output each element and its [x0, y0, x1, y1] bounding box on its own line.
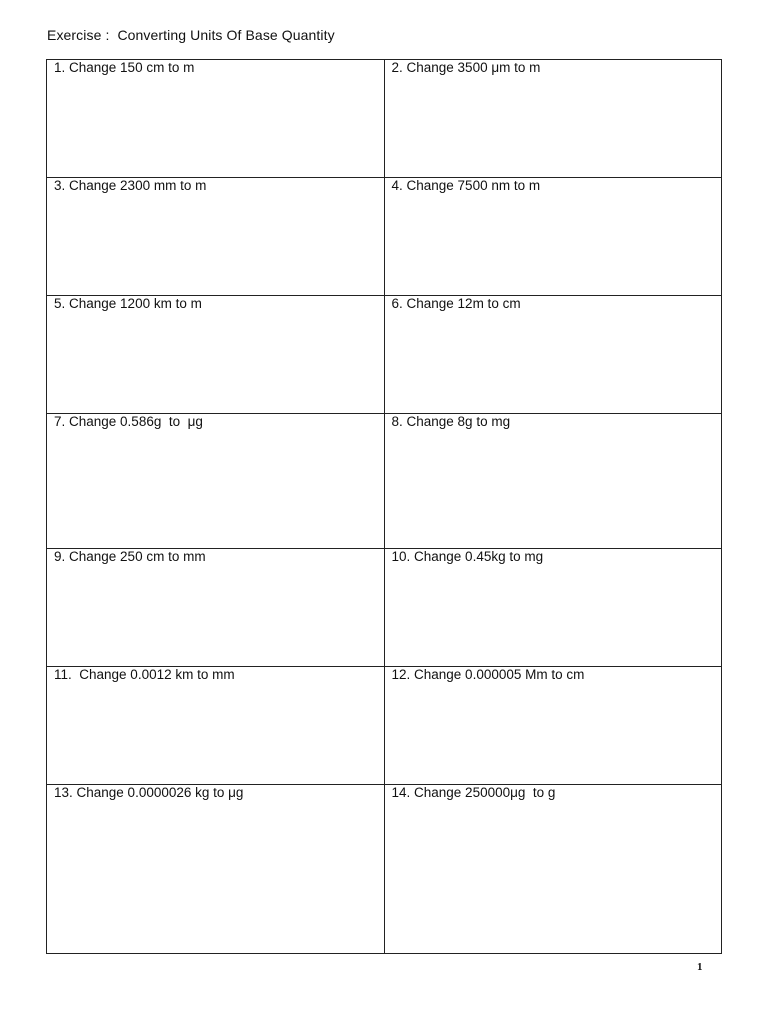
table-row: [47, 178, 722, 296]
question-text: 11. Change 0.0012 km to mm: [54, 667, 235, 682]
question-text: 6. Change 12m to cm: [391, 296, 521, 311]
question-text: 1. Change 150 cm to m: [54, 60, 195, 75]
question-text: 10. Change 0.45kg to mg: [391, 549, 544, 564]
question-cell-5: [47, 296, 385, 414]
question-cell-6: [384, 296, 722, 414]
question-cell-11: [47, 667, 385, 785]
question-cell-13: [47, 785, 385, 954]
question-text: 7. Change 0.586g to μg: [54, 414, 203, 429]
table-row: [47, 296, 722, 414]
question-text: 2. Change 3500 μm to m: [391, 60, 541, 75]
question-text: 3. Change 2300 mm to m: [54, 178, 207, 193]
table-row: [47, 785, 722, 954]
question-cell-10: [384, 549, 722, 667]
question-cell-9: [47, 549, 385, 667]
question-text: 14. Change 250000μg to g: [391, 785, 556, 800]
question-cell-4: [384, 178, 722, 296]
question-text: 13. Change 0.0000026 kg to μg: [54, 785, 244, 800]
question-cell-1: [47, 60, 385, 178]
question-cell-14: [384, 785, 722, 954]
question-cell-3: [47, 178, 385, 296]
question-text: 8. Change 8g to mg: [391, 414, 511, 429]
question-text: 5. Change 1200 km to m: [54, 296, 202, 311]
table-row: [47, 549, 722, 667]
question-cell-2: [384, 60, 722, 178]
table-row: [47, 667, 722, 785]
table-row: [47, 414, 722, 549]
question-text: 4. Change 7500 nm to m: [391, 178, 541, 193]
question-text: 9. Change 250 cm to mm: [54, 549, 206, 564]
question-text: 12. Change 0.000005 Mm to cm: [391, 667, 585, 682]
question-cell-7: [47, 414, 385, 549]
page-number: 1: [697, 961, 703, 973]
question-cell-8: [384, 414, 722, 549]
page-title: Exercise : Converting Units Of Base Quantity: [47, 27, 335, 43]
table-row: [47, 60, 722, 178]
question-cell-12: [384, 667, 722, 785]
exercise-table: [46, 59, 722, 954]
